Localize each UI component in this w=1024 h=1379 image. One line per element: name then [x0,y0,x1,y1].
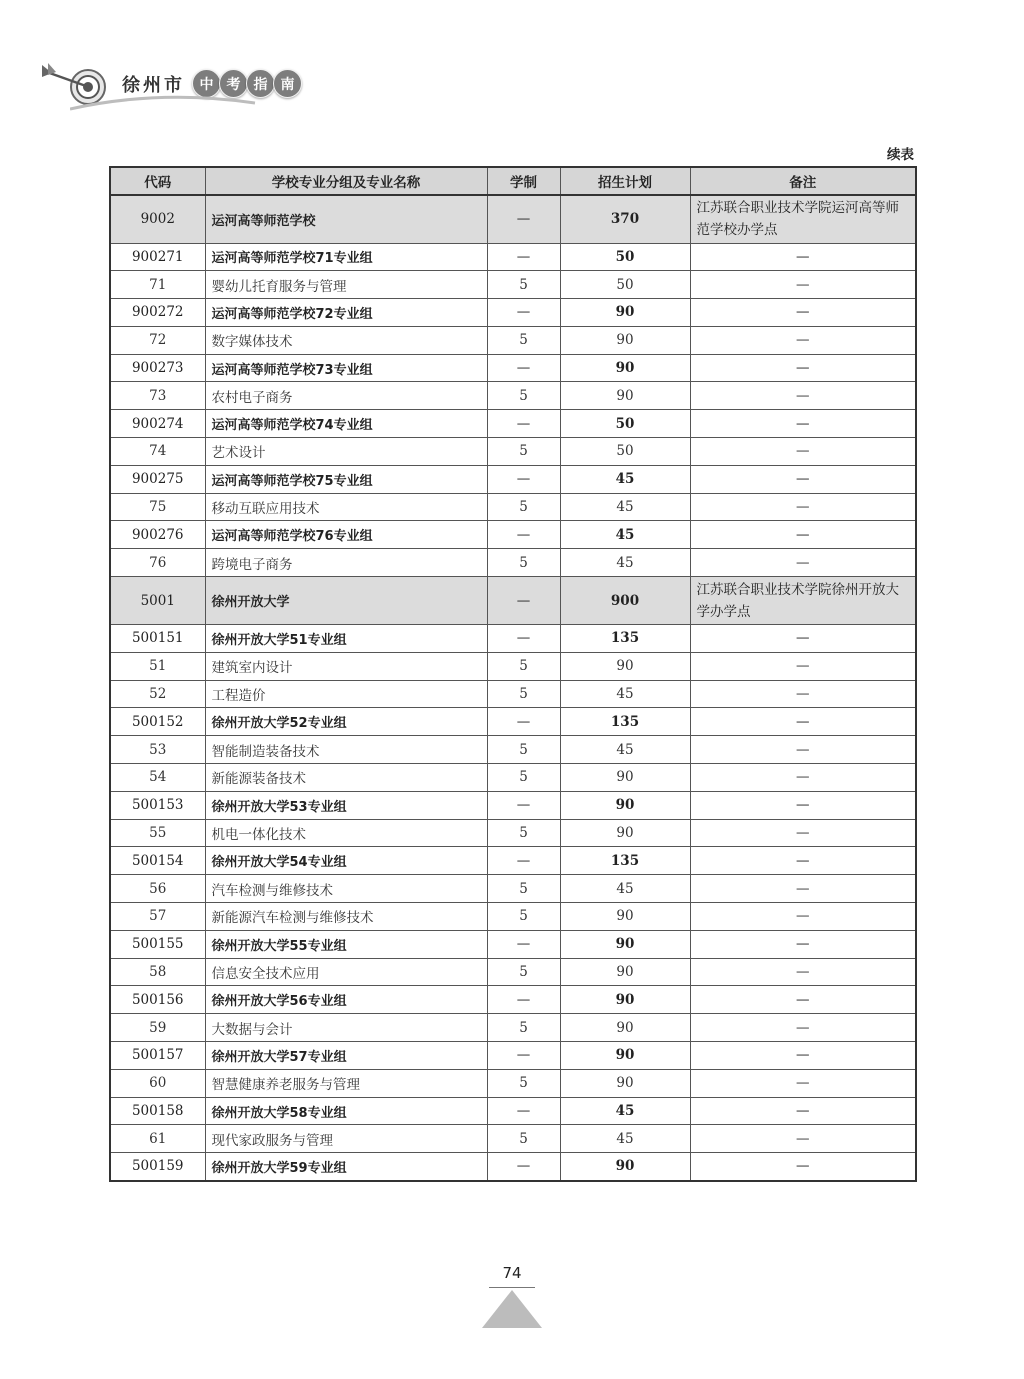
cell-note: — [690,652,916,680]
major-row [110,903,916,931]
cell-code: 900274 [110,410,205,438]
guide-title-char: 南 [273,69,302,98]
cell-years: — [487,930,560,958]
cell-code: 500156 [110,986,205,1014]
cell-years: 5 [487,736,560,764]
triangle-decoration [482,1290,542,1330]
cell-note: — [690,382,916,410]
cell-name: 运河高等师范学校75专业组 [205,465,487,493]
cell-plan: 90 [560,791,690,819]
cell-years: 5 [487,1014,560,1042]
group-row [110,465,916,493]
cell-code: 75 [110,493,205,521]
cell-years: — [487,986,560,1014]
cell-years: 5 [487,958,560,986]
cell-plan: 90 [560,764,690,792]
cell-name: 数字媒体技术 [205,326,487,354]
cell-plan: 50 [560,243,690,271]
cell-name: 移动互联应用技术 [205,493,487,521]
cell-years: — [487,847,560,875]
major-row [110,958,916,986]
cell-name: 新能源汽车检测与维修技术 [205,903,487,931]
column-header-code: 代码 [110,167,205,195]
group-row [110,847,916,875]
cell-years: 5 [487,438,560,466]
group-row [110,930,916,958]
cell-plan: 90 [560,1042,690,1070]
cell-plan: 90 [560,1069,690,1097]
cell-name: 婴幼儿托育服务与管理 [205,271,487,299]
cell-name: 智能制造装备技术 [205,736,487,764]
major-row [110,680,916,708]
major-row [110,875,916,903]
group-row [110,299,916,327]
cell-years: 5 [487,493,560,521]
cell-name: 跨境电子商务 [205,549,487,577]
cell-name: 大数据与会计 [205,1014,487,1042]
school-row [110,195,916,243]
cell-note: — [690,764,916,792]
cell-plan: 45 [560,493,690,521]
page-number: 74 [502,1264,522,1282]
cell-years: — [487,1042,560,1070]
cell-plan: 90 [560,930,690,958]
header-swoosh-decoration [70,91,260,113]
column-header-name: 学校专业分组及专业名称 [205,167,487,195]
major-row [110,819,916,847]
cell-plan: 135 [560,847,690,875]
cell-note: — [690,271,916,299]
cell-years: 5 [487,819,560,847]
cell-plan: 90 [560,958,690,986]
cell-plan: 45 [560,1097,690,1125]
major-row [110,438,916,466]
cell-name: 艺术设计 [205,438,487,466]
cell-note: — [690,243,916,271]
cell-name: 智慧健康养老服务与管理 [205,1069,487,1097]
cell-note: — [690,986,916,1014]
cell-code: 900275 [110,465,205,493]
group-row [110,354,916,382]
major-row [110,493,916,521]
major-row [110,271,916,299]
cell-plan: 45 [560,736,690,764]
guide-title-char: 指 [246,69,275,98]
cell-name: 徐州开放大学54专业组 [205,847,487,875]
group-row [110,625,916,653]
cell-plan: 45 [560,875,690,903]
cell-code: 53 [110,736,205,764]
cell-name: 运河高等师范学校76专业组 [205,521,487,549]
cell-plan: 50 [560,271,690,299]
cell-code: 73 [110,382,205,410]
group-row [110,1153,916,1181]
cell-name: 徐州开放大学59专业组 [205,1153,487,1181]
cell-code: 60 [110,1069,205,1097]
cell-name: 运河高等师范学校72专业组 [205,299,487,327]
cell-code: 500152 [110,708,205,736]
cell-name: 工程造价 [205,680,487,708]
cell-code: 76 [110,549,205,577]
column-header-years: 学制 [487,167,560,195]
cell-code: 58 [110,958,205,986]
cell-plan: 45 [560,680,690,708]
cell-name: 机电一体化技术 [205,819,487,847]
cell-note: — [690,438,916,466]
cell-name: 徐州开放大学55专业组 [205,930,487,958]
cell-note: — [690,791,916,819]
cell-years: 5 [487,764,560,792]
cell-code: 900276 [110,521,205,549]
cell-plan: 45 [560,1125,690,1153]
cell-code: 55 [110,819,205,847]
guide-title-char: 中 [192,69,221,98]
cell-name: 徐州开放大学58专业组 [205,1097,487,1125]
cell-name: 运河高等师范学校73专业组 [205,354,487,382]
table-body [110,195,916,1181]
cell-years: 5 [487,875,560,903]
cell-note: — [690,1097,916,1125]
guide-title-char: 考 [219,69,248,98]
cell-code: 500151 [110,625,205,653]
cell-code: 74 [110,438,205,466]
cell-note: — [690,875,916,903]
cell-years: 5 [487,903,560,931]
cell-code: 500157 [110,1042,205,1070]
major-row [110,764,916,792]
cell-note: 江苏联合职业技术学院运河高等师范学校办学点 [690,195,916,243]
cell-name: 运河高等师范学校74专业组 [205,410,487,438]
cell-years: — [487,625,560,653]
cell-name: 运河高等师范学校71专业组 [205,243,487,271]
cell-note: — [690,1125,916,1153]
cell-years: — [487,1097,560,1125]
cell-plan: 45 [560,521,690,549]
city-title: 徐州市 [122,75,185,96]
cell-code: 900271 [110,243,205,271]
group-row [110,791,916,819]
group-row [110,1097,916,1125]
cell-code: 500159 [110,1153,205,1181]
cell-plan: 90 [560,1014,690,1042]
cell-code: 500158 [110,1097,205,1125]
cell-years: 5 [487,271,560,299]
group-row [110,243,916,271]
cell-plan: 90 [560,382,690,410]
cell-plan: 900 [560,577,690,625]
cell-name: 徐州开放大学52专业组 [205,708,487,736]
cell-years: — [487,1153,560,1181]
page-number-underline [489,1287,535,1288]
cell-code: 900272 [110,299,205,327]
cell-plan: 135 [560,625,690,653]
cell-note: — [690,1153,916,1181]
cell-note: — [690,847,916,875]
major-row [110,736,916,764]
cell-years: 5 [487,549,560,577]
cell-name: 徐州开放大学53专业组 [205,791,487,819]
cell-plan: 90 [560,299,690,327]
cell-plan: 90 [560,903,690,931]
cell-code: 52 [110,680,205,708]
cell-note: — [690,930,916,958]
cell-name: 徐州开放大学56专业组 [205,986,487,1014]
admissions-table [109,166,917,1182]
cell-years: — [487,577,560,625]
cell-code: 51 [110,652,205,680]
cell-plan: 45 [560,465,690,493]
group-row [110,1042,916,1070]
cell-name: 汽车检测与维修技术 [205,875,487,903]
cell-name: 徐州开放大学57专业组 [205,1042,487,1070]
cell-name: 信息安全技术应用 [205,958,487,986]
cell-plan: 90 [560,986,690,1014]
cell-years: 5 [487,680,560,708]
cell-years: — [487,791,560,819]
cell-note: — [690,708,916,736]
cell-note: — [690,819,916,847]
cell-plan: 90 [560,819,690,847]
cell-name: 运河高等师范学校 [205,195,487,243]
group-row [110,410,916,438]
group-row [110,986,916,1014]
cell-plan: 370 [560,195,690,243]
cell-note: — [690,903,916,931]
cell-name: 徐州开放大学 [205,577,487,625]
major-row [110,549,916,577]
cell-note: — [690,354,916,382]
cell-plan: 50 [560,410,690,438]
cell-plan: 90 [560,354,690,382]
cell-years: 5 [487,1125,560,1153]
cell-years: — [487,410,560,438]
cell-code: 59 [110,1014,205,1042]
cell-years: — [487,708,560,736]
cell-name: 徐州开放大学51专业组 [205,625,487,653]
cell-note: — [690,1014,916,1042]
cell-note: — [690,736,916,764]
cell-name: 农村电子商务 [205,382,487,410]
cell-note: — [690,299,916,327]
major-row [110,382,916,410]
cell-code: 72 [110,326,205,354]
cell-note: — [690,1069,916,1097]
cell-code: 54 [110,764,205,792]
cell-code: 500155 [110,930,205,958]
major-row [110,652,916,680]
cell-note: — [690,549,916,577]
cell-years: — [487,299,560,327]
cell-plan: 90 [560,652,690,680]
cell-note: 江苏联合职业技术学院徐州开放大学办学点 [690,577,916,625]
major-row [110,1125,916,1153]
group-row [110,521,916,549]
cell-code: 57 [110,903,205,931]
column-header-note: 备注 [690,167,916,195]
cell-years: — [487,354,560,382]
cell-code: 9002 [110,195,205,243]
group-row [110,708,916,736]
cell-code: 900273 [110,354,205,382]
page-header [40,55,330,120]
table-header-row [110,167,916,195]
cell-plan: 50 [560,438,690,466]
cell-years: — [487,195,560,243]
cell-note: — [690,625,916,653]
cell-note: — [690,958,916,986]
major-row [110,326,916,354]
cell-plan: 135 [560,708,690,736]
cell-years: 5 [487,652,560,680]
continuation-label: 续表 [887,147,914,163]
major-row [110,1014,916,1042]
cell-note: — [690,680,916,708]
cell-note: — [690,410,916,438]
cell-note: — [690,1042,916,1070]
cell-years: 5 [487,382,560,410]
cell-code: 5001 [110,577,205,625]
cell-note: — [690,493,916,521]
major-row [110,1069,916,1097]
cell-years: 5 [487,326,560,354]
cell-name: 新能源装备技术 [205,764,487,792]
cell-plan: 45 [560,549,690,577]
column-header-plan: 招生计划 [560,167,690,195]
cell-name: 现代家政服务与管理 [205,1125,487,1153]
cell-plan: 90 [560,1153,690,1181]
cell-years: 5 [487,1069,560,1097]
cell-code: 71 [110,271,205,299]
cell-years: — [487,465,560,493]
cell-years: — [487,243,560,271]
school-row [110,577,916,625]
cell-plan: 90 [560,326,690,354]
cell-name: 建筑室内设计 [205,652,487,680]
cell-code: 500154 [110,847,205,875]
cell-note: — [690,465,916,493]
cell-note: — [690,326,916,354]
cell-code: 56 [110,875,205,903]
cell-code: 500153 [110,791,205,819]
cell-note: — [690,521,916,549]
cell-years: — [487,521,560,549]
cell-code: 61 [110,1125,205,1153]
